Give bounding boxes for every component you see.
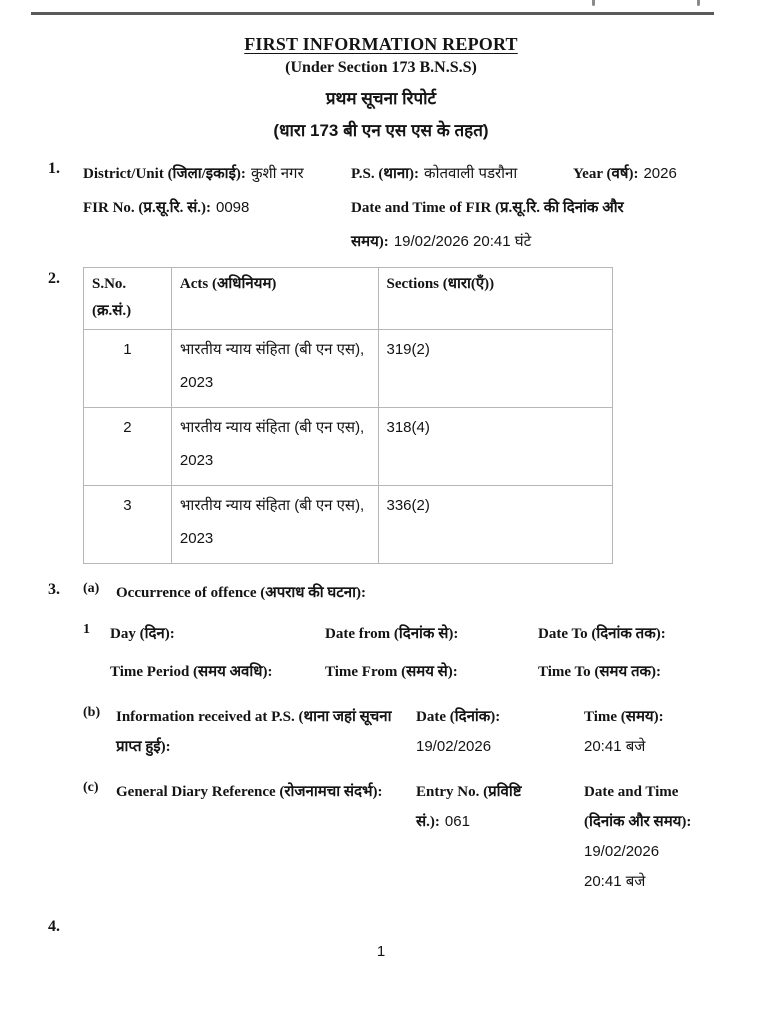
section-3c-marker: (c) (83, 780, 99, 795)
fir-number-label: FIR No. (प्र.सू.रि. सं.): (83, 200, 211, 216)
document-title: FIRST INFORMATION REPORT (244, 34, 518, 54)
row-section: 336(2) (378, 486, 613, 564)
info-received-label: Information received at P.S. (थाना जहां सूचना प्राप्त हुई): (116, 709, 392, 755)
row-act: भारतीय न्याय संहिता (बी एन एस), 2023 (171, 330, 378, 408)
section-2-number: 2. (48, 270, 60, 287)
row-sno: 2 (84, 408, 172, 486)
fir-datetime-value: 19/02/2026 20:41 घंटे (393, 233, 532, 250)
table-row (84, 330, 613, 408)
date-from-label: Date from (दिनांक से): (325, 626, 459, 642)
field-gd-datetime (584, 777, 714, 897)
occurrence-row-1 (83, 619, 714, 649)
table-row (84, 408, 613, 486)
field-info-time (584, 702, 714, 762)
field-fir-datetime (351, 191, 714, 259)
row-sno: 1 (84, 330, 172, 408)
document-subtitle-en: (Under Section 173 B.N.S.S) (285, 59, 477, 76)
district-unit-value: कुशी नगर (250, 165, 304, 182)
district-unit-label: District/Unit (जिला/इकाई): (83, 166, 246, 182)
section-4-number: 4. (48, 918, 60, 935)
gd-entry-label: Entry No. (प्रविष्टि सं.): (416, 784, 522, 830)
field-year (573, 157, 714, 191)
document-subtitle-hindi: (धारा 173 बी एन एस एस के तहत) (273, 121, 489, 140)
police-station-value: कोतवाली पडरौना (424, 165, 518, 182)
date-to-label: Date To (दिनांक तक): (538, 626, 666, 642)
row-section: 318(4) (378, 408, 613, 486)
fir-datetime-label: Date and Time of FIR (प्र.सू.रि. की दिनांक और समय): (351, 200, 624, 250)
section-3 (48, 578, 714, 897)
field-gd-entry (416, 777, 584, 897)
section-3a-marker: (a) (83, 581, 100, 596)
row-section: 319(2) (378, 330, 613, 408)
table-header-row (84, 268, 613, 330)
occurrence-row-marker-empty (83, 653, 110, 683)
section-4 (48, 915, 714, 939)
page-edge-mark (697, 0, 700, 6)
top-divider (31, 12, 714, 15)
gd-entry-value: 061 (444, 813, 470, 830)
section-3c (83, 777, 714, 897)
year-label: Year (वर्ष): (573, 166, 639, 182)
document-header (48, 0, 714, 141)
document-title-hindi: प्रथम सूचना रिपोर्ट (325, 89, 437, 108)
row-sno: 3 (84, 486, 172, 564)
year-value: 2026 (643, 165, 677, 182)
occurrence-title: Occurrence of offence (अपराध की घटना): (116, 585, 366, 601)
police-station-label: P.S. (थाना): (351, 166, 420, 182)
table-header-sno: S.No. (क्र.सं.) (84, 268, 172, 330)
table-header-sections: Sections (धारा(एँ)) (378, 268, 613, 330)
info-date-value: 19/02/2026 (416, 738, 492, 755)
info-date-label: Date (दिनांक): (416, 709, 501, 725)
row-act: भारतीय न्याय संहिता (बी एन एस), 2023 (171, 408, 378, 486)
field-info-date (416, 702, 584, 762)
section-1-row-a (83, 157, 714, 191)
page-edge-mark (592, 0, 595, 6)
section-1 (48, 157, 714, 259)
section-2 (48, 267, 714, 564)
gd-datetime-time-value: 20:41 बजे (584, 873, 646, 890)
time-to-label: Time To (समय तक): (538, 664, 662, 680)
info-time-label: Time (समय): (584, 709, 664, 725)
field-district-unit (83, 157, 351, 191)
section-3-number: 3. (48, 581, 60, 598)
gd-datetime-label: Date and Time (दिनांक और समय): (584, 784, 692, 830)
table-header-acts: Acts (अधिनियम) (171, 268, 378, 330)
page-number: 1 (376, 943, 386, 960)
section-1-number: 1. (48, 160, 60, 177)
field-fir-number (83, 191, 351, 225)
day-label: Day (दिन): (110, 626, 175, 642)
occurrence-row-2 (83, 657, 714, 687)
acts-sections-table (83, 267, 613, 564)
section-1-row-b (83, 191, 714, 259)
info-time-value: 20:41 बजे (584, 738, 646, 755)
time-from-label: Time From (समय से): (325, 664, 458, 680)
table-row (84, 486, 613, 564)
occurrence-row-marker: 1 (83, 622, 90, 637)
section-3a (83, 578, 714, 608)
section-3b-marker: (b) (83, 705, 101, 720)
field-police-station (351, 157, 573, 191)
gd-datetime-date-value: 19/02/2026 (584, 843, 660, 860)
fir-number-value: 0098 (216, 199, 250, 216)
gd-reference-label: General Diary Reference (रोजनामचा संदर्भ): (116, 784, 383, 800)
row-act: भारतीय न्याय संहिता (बी एन एस), 2023 (171, 486, 378, 564)
section-3b (83, 702, 714, 762)
time-period-label: Time Period (समय अवधि): (110, 664, 273, 680)
